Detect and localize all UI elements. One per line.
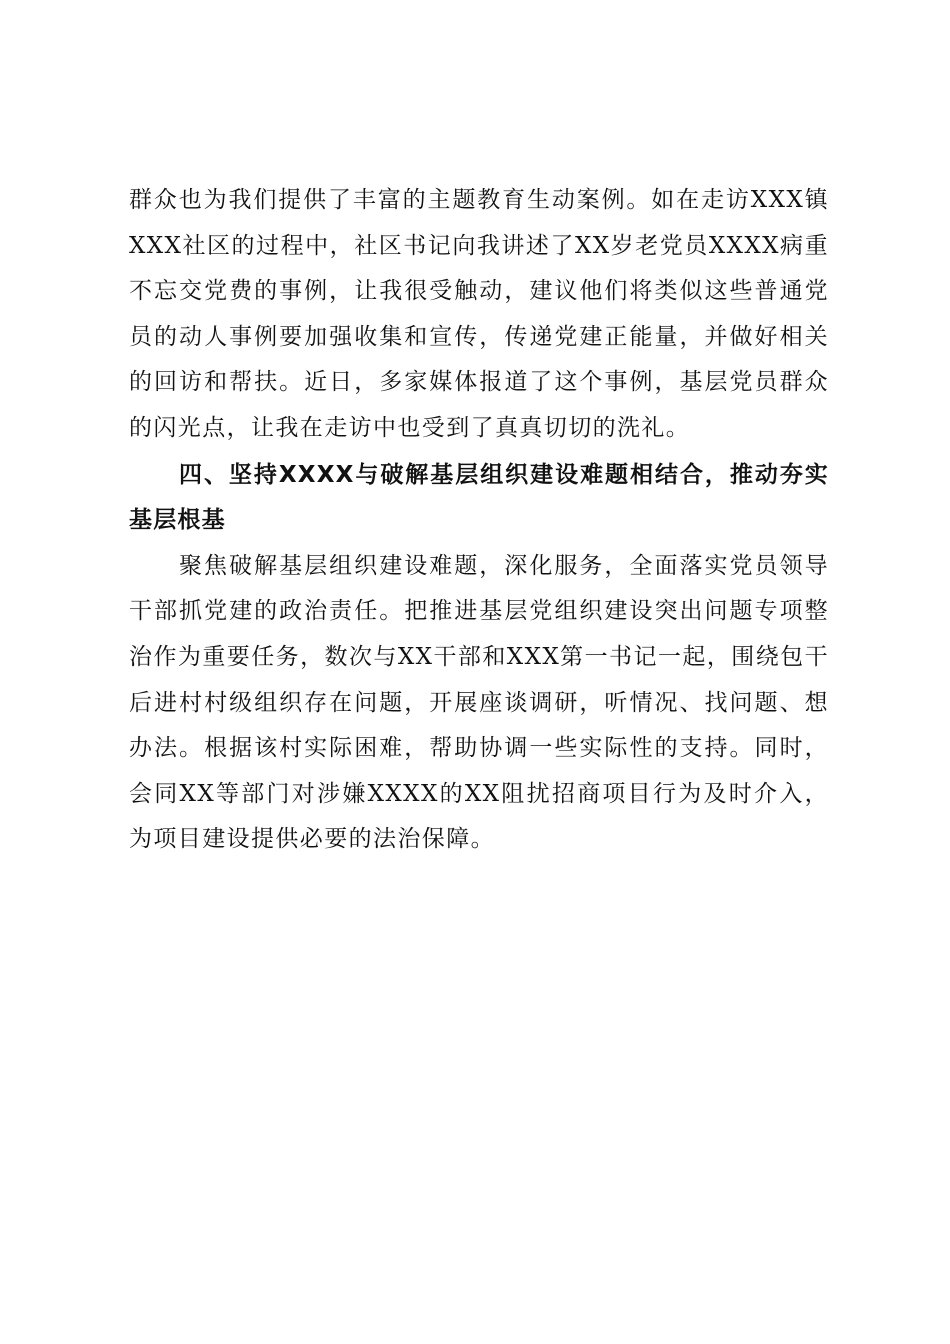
body-paragraph: 聚焦破解基层组织建设难题，深化服务，全面落实党员领导干部抓党建的政治责任。把推进基层党组织建设突出问题专项整治作为重要任务，数次与XX干部和XXX第一书记一起，围绕包干后进村村级组织存在问题，开展座谈调研，听情况、找问题、想办法。根据该村实际困难，帮助协调一些实际性的支持。同时，会同XX等部门对涉嫌XXXX的XX阻扰招商项目行为及时介入，为项目建设提供必要的法治保障。 xyxy=(129,552,829,853)
body-paragraph: 群众也为我们提供了丰富的主题教育生动案例。如在走访XXX镇XXX社区的过程中，社区书记向我讲述了XX岁老党员XXXX病重不忘交党费的事例，让我很受触动，建议他们将类似这些普通党员的动人事例要加强收集和宣传，传递党建正能量，并做好相关的回访和帮扶。近日，多家媒体报道了这个事例，基层党员群众的闪光点，让我在走访中也受到了真真切切的洗礼。 xyxy=(129,187,829,441)
document-body xyxy=(129,178,829,863)
section-heading: 四、坚持XXXX与破解基层组织建设难题相结合，推动夯实基层根基 xyxy=(129,461,829,534)
